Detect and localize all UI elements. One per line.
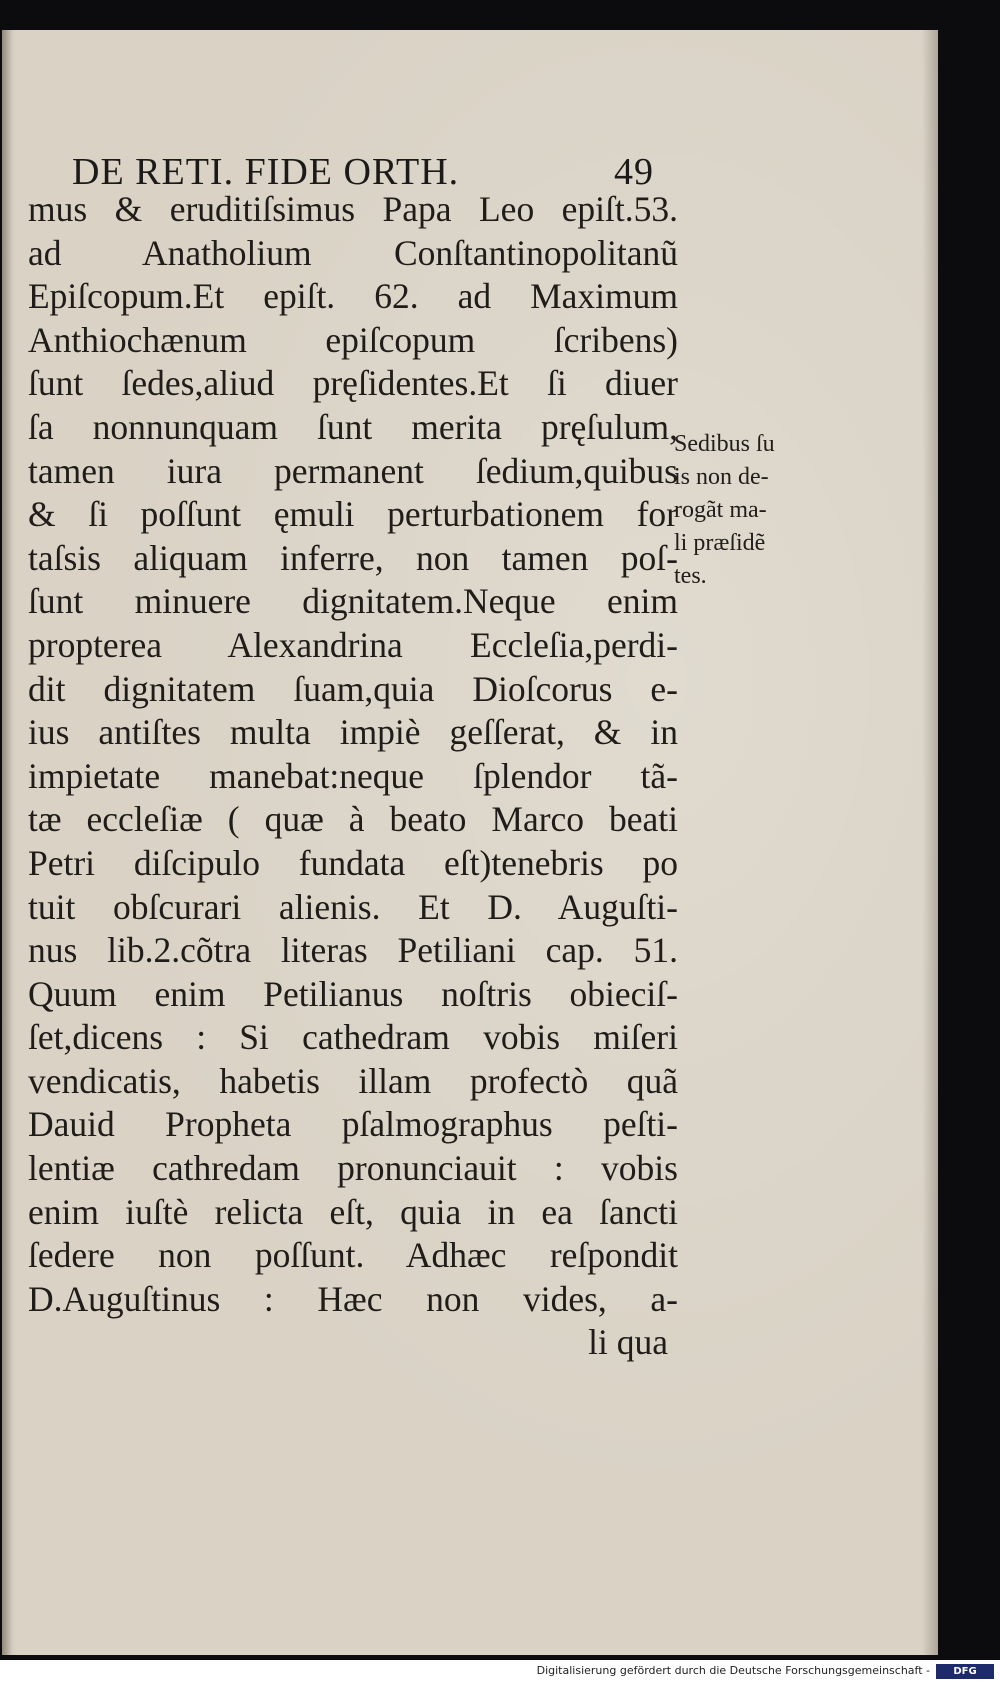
text-line: ſedere non poſſunt. Adhæc reſpondit [28,1235,678,1276]
text-line: tamen iura permanent ſedium,quibus [28,450,678,491]
running-head-title: DE RETI. FIDE ORTH. [72,151,460,193]
text-line: ſunt minuere dignitatem.Neque enim [28,581,678,622]
footer-credit: Digitalisierung gefördert durch die Deutsche Forschungsgemeinschaft - [536,1664,930,1677]
text-line: Epiſcopum.Et epiſt. 62. ad Maximum [28,276,678,317]
text-line: tæ eccleſiæ ( quæ à beato Marco beati [28,799,678,840]
text-line: mus & eruditiſsimus Papa Leo epiſt.53. [28,189,678,229]
gutter-shadow [2,30,12,1655]
page-number: 49 [614,151,654,193]
text-line: & ſi poſſunt ęmuli perturbationem for [28,494,678,535]
text-line: Dauid Propheta pſalmographus peſti- [28,1104,678,1145]
text-line: D.Auguſtinus : Hæc non vides, a- [28,1278,678,1319]
marginal-note-line: is non de- [674,464,769,490]
catchword: li qua [588,1322,668,1363]
marginal-note-line: rogãt ma- [674,497,767,523]
text-line: Petri diſcipulo fundata eſt)tenebris po [28,842,678,883]
text-line: impietate manebat:neque ſplendor tã- [28,755,678,796]
text-line: lentiæ cathredam pronunciauit : vobis [28,1148,678,1189]
marginal-note-line: tes. [674,563,707,589]
marginal-note [674,428,824,593]
dfg-logo: DFG [936,1664,994,1679]
text-line: Anthiochænum epiſcopum ſcribens) [28,319,678,360]
text-line: ſa nonnunquam ſunt merita pręſulum, [28,406,678,447]
text-line: ius antiſtes multa impiè geſſerat, & in [28,712,678,753]
text-line: ad Anatholium Conſtantinopolitanũ [28,232,678,273]
text-line: enim iuſtè relicta eſt, quia in ea ſancti [28,1191,678,1232]
book-page [2,30,938,1655]
text-line: ſet,dicens : Si cathedram vobis miſeri [28,1017,678,1058]
text-line: taſsis aliquam inferre, non tamen poſ- [28,537,678,578]
text-line: tuit obſcurari alienis. Et D. Auguſti- [28,886,678,927]
text-line: ſunt ſedes,aliud pręſidentes.Et ſi diuer [28,363,678,404]
text-line: vendicatis, habetis illam profectò quã [28,1060,678,1101]
text-line: dit dignitatem ſuam,quia Dioſcorus e- [28,668,678,709]
text-line: Quum enim Petilianus noſtris obieciſ- [28,973,678,1014]
text-line: nus lib.2.cõtra literas Petiliani cap. 51. [28,930,678,971]
marginal-note-line: li præſidẽ [674,530,766,556]
body-text [28,188,678,1365]
text-line: propterea Alexandrina Eccleſia,perdi- [28,624,678,665]
marginal-note-line: Sedibus ſu [674,431,775,457]
